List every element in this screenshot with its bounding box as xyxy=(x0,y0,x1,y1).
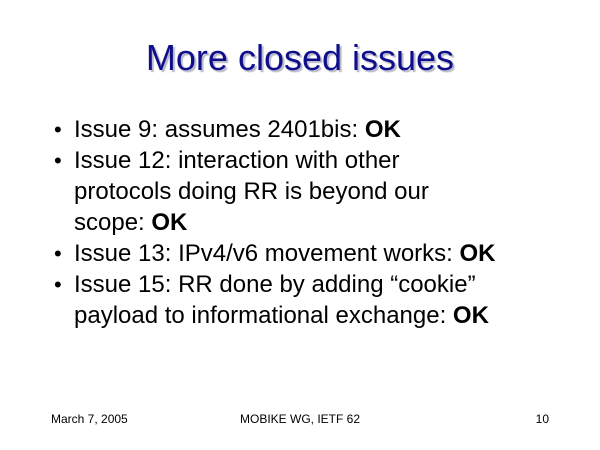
footer-page-number: 10 xyxy=(535,412,549,426)
bullet-dot-icon: • xyxy=(54,148,62,173)
bullet-text: Issue 15: RR done by adding “cookie” xyxy=(74,271,476,298)
bullet-text: payload to informational exchange: xyxy=(74,302,453,329)
footer-event: MOBIKE WG, IETF 62 xyxy=(239,412,361,426)
bullet-item-issue-12 xyxy=(50,145,590,238)
bullet-text-line xyxy=(74,207,590,238)
status-ok: OK xyxy=(151,209,188,236)
bullet-dot-icon: • xyxy=(54,241,62,266)
slide-title: More closed issues xyxy=(145,37,455,78)
bullet-item-issue-9 xyxy=(50,114,590,145)
bullet-text: Issue 9: assumes 2401bis: xyxy=(74,116,365,143)
bullet-dot-icon: • xyxy=(54,117,62,142)
bullet-text: Issue 13: IPv4/v6 movement works: xyxy=(74,240,460,267)
status-ok: OK xyxy=(459,240,496,267)
bullet-text: scope: xyxy=(74,209,152,236)
bullet-list xyxy=(50,114,590,331)
bullet-item-issue-15 xyxy=(50,269,590,331)
bullet-item-issue-13 xyxy=(50,238,590,269)
bullet-dot-icon: • xyxy=(54,272,62,297)
bullet-text: protocols doing RR is beyond our xyxy=(74,178,429,205)
bullet-text-line xyxy=(74,114,590,145)
bullet-text: Issue 12: interaction with other xyxy=(74,147,400,174)
footer-date: March 7, 2005 xyxy=(51,412,128,426)
status-ok: OK xyxy=(364,116,401,143)
bullet-text-line xyxy=(74,238,590,269)
status-ok: OK xyxy=(452,302,489,329)
bullet-text-line xyxy=(74,300,590,331)
